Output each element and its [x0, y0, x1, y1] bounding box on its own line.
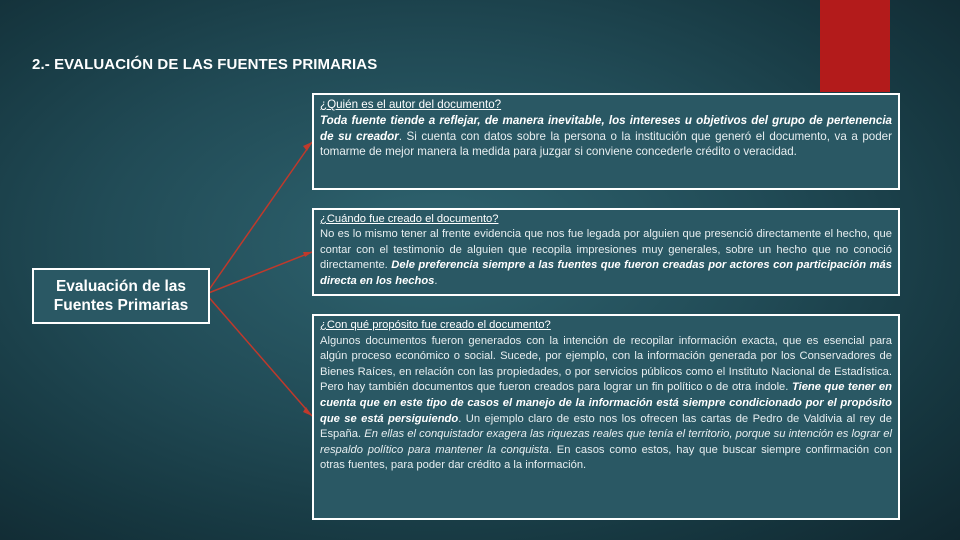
body-text-end: . — [434, 274, 438, 287]
question-box-author — [312, 93, 900, 190]
body-text: No es lo mismo tener al frente evidencia que nos fue legada por alguien que presenció directamente el hecho, que contar con el testimonio de alguien que recopila impresiones muy generales, sobre un hecho que no conoció directamente. — [320, 228, 892, 272]
question-title: ¿Quién es el autor del documento? — [320, 98, 502, 111]
label-line-1: Evaluación de las — [55, 278, 187, 295]
question-title: ¿Con qué propósito fue creado el documento? — [320, 319, 551, 331]
italic-text: En ellas el conquistador exagera las riquezas reales que tenía el territorio, porque su intención es lograr el respaldo político para mantener la conquista — [320, 428, 892, 456]
connector-line-top — [206, 142, 312, 294]
evaluation-label-box — [32, 268, 210, 324]
body-text-middle: . Un ejemplo claro de esto nos los ofrecen las cartas de Pedro de Valdivia al rey de España. — [320, 412, 893, 441]
question-box-date — [312, 208, 900, 296]
connector-line-middle — [206, 252, 312, 294]
question-title: ¿Cuándo fue creado el documento? — [320, 213, 499, 225]
slide-title: 2.- EVALUACIÓN DE LAS FUENTES PRIMARIAS — [32, 56, 378, 73]
arrowhead-bottom — [303, 407, 312, 416]
label-line-2: Fuentes Primarias — [53, 297, 189, 314]
body-text-end: . En casos como estos, hay que buscar siempre confirmación con otras fuentes, para poder dar crédito a la información. — [320, 443, 892, 472]
emphasis-text: Tiene que tener en cuenta que en este tipo de casos el manejo de la información está siempre condicionado por el propósito que se está persiguiendo — [320, 381, 892, 425]
body-text: Algunos documentos fueron generados con la intención de recopilar información exacta, que es esencial para algún proceso económico o social. Sucede, por ejemplo, con la información generada por los Conservadores de Bienes Raíces, en relación con las propiedades, o por servicios públicos como el Instituto Nacional de Estadística. Pero hay también documentos que fueron creados para lograr un fin político o de otra índole. — [320, 334, 892, 394]
emphasis-text: Dele preferencia siempre a las fuentes que fueron creadas por actores con participación más directa en los hechos — [320, 259, 893, 287]
arrowhead-middle — [303, 252, 312, 257]
emphasis-text: Toda fuente tiende a reflejar, de manera inevitable, los intereses u objetivos del grupo de pertenencia de su creador — [320, 113, 892, 143]
question-box-purpose — [312, 314, 900, 520]
red-accent-bar — [820, 0, 890, 92]
connector-line-bottom — [206, 294, 312, 416]
arrowhead-top — [303, 142, 312, 151]
body-text: . Si cuenta con datos sobre la persona o la institución que generó el documento, va a poder tomarme de mejor manera la medida para juzgar si conviene concederle crédito o veracidad. — [320, 129, 892, 159]
